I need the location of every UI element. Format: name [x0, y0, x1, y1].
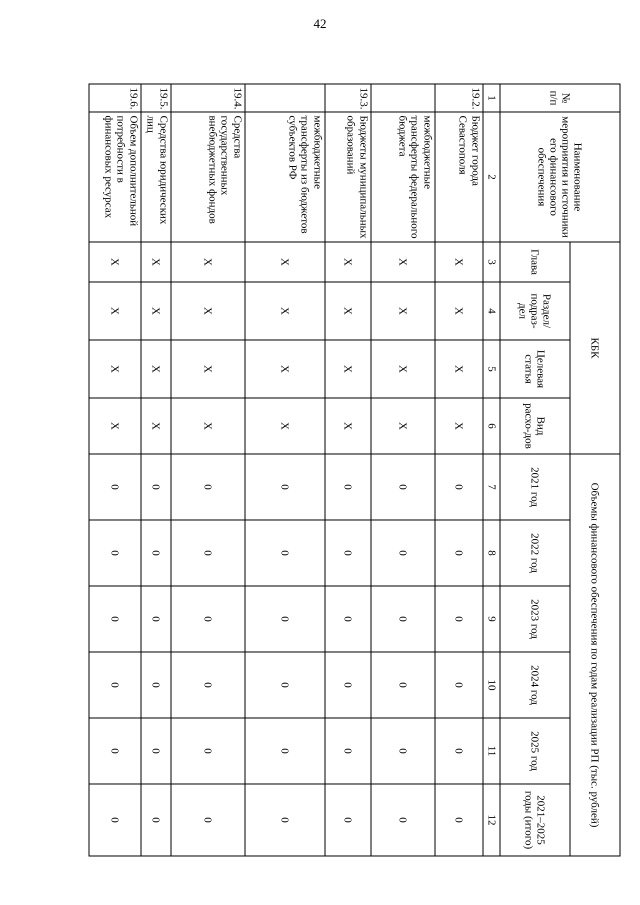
kbk-cell: Х [245, 242, 325, 282]
value-cell: 0 [245, 784, 325, 856]
kbk-cell: Х [171, 242, 245, 282]
value-cell: 0 [325, 586, 371, 652]
column-number: 11 [483, 718, 500, 784]
value-cell: 0 [89, 784, 141, 856]
row-name: Объем дополнительной потребности в финансовых ресурсах [89, 112, 141, 242]
value-cell: 0 [435, 784, 483, 856]
value-cell: 0 [141, 652, 171, 718]
value-cell: 0 [325, 652, 371, 718]
kbk-cell: Х [141, 340, 171, 398]
value-cell: 0 [89, 652, 141, 718]
table-row [171, 84, 245, 856]
value-cell: 0 [171, 784, 245, 856]
kbk-cell: Х [435, 340, 483, 398]
value-cell: 0 [245, 652, 325, 718]
row-index: 19.5. [141, 84, 171, 112]
header-kbk-glava: Глава [500, 242, 570, 282]
value-cell: 0 [141, 454, 171, 520]
value-cell: 0 [371, 718, 435, 784]
column-number: 1 [483, 84, 500, 112]
value-cell: 0 [371, 784, 435, 856]
row-index: 19.3. [325, 84, 371, 112]
header-volumes: Объемы финансового обеспечения по годам реализации РП (тыс. рублей) [570, 454, 620, 856]
column-numbers-row [483, 84, 500, 856]
kbk-cell: Х [435, 282, 483, 340]
value-cell: 0 [89, 718, 141, 784]
value-cell: 0 [245, 454, 325, 520]
header-kbk: КБК [570, 242, 620, 454]
column-number: 7 [483, 454, 500, 520]
value-cell: 0 [171, 718, 245, 784]
value-cell: 0 [325, 718, 371, 784]
kbk-cell: Х [89, 282, 141, 340]
value-cell: 0 [171, 520, 245, 586]
row-index: 19.4. [171, 84, 245, 112]
value-cell: 0 [245, 520, 325, 586]
header-kbk-razdel: Раздел/подраз-дел [500, 282, 570, 340]
table-body [89, 84, 483, 856]
header-year-2023: 2023 год [500, 586, 570, 652]
value-cell: 0 [141, 784, 171, 856]
table-row [371, 84, 435, 856]
value-cell: 0 [245, 586, 325, 652]
kbk-cell: Х [141, 398, 171, 454]
value-cell: 0 [141, 520, 171, 586]
kbk-cell: Х [141, 282, 171, 340]
header-year-2021: 2021 год [500, 454, 570, 520]
kbk-cell: Х [141, 242, 171, 282]
kbk-cell: Х [89, 398, 141, 454]
kbk-cell: Х [89, 340, 141, 398]
kbk-cell: Х [325, 340, 371, 398]
value-cell: 0 [171, 454, 245, 520]
table-row [325, 84, 371, 856]
kbk-cell: Х [435, 242, 483, 282]
column-number: 12 [483, 784, 500, 856]
header-year-2024: 2024 год [500, 652, 570, 718]
value-cell: 0 [89, 520, 141, 586]
value-cell: 0 [435, 652, 483, 718]
kbk-cell: Х [171, 282, 245, 340]
page-number: 42 [313, 16, 327, 31]
kbk-cell: Х [371, 398, 435, 454]
row-index: 19.6. [89, 84, 141, 112]
header-year-total: 2021–2025 годы (итого) [500, 784, 570, 856]
column-number: 8 [483, 520, 500, 586]
value-cell: 0 [371, 586, 435, 652]
header-kbk-statya: Целевая статья [500, 340, 570, 398]
value-cell: 0 [435, 520, 483, 586]
row-name: межбюджетные трансферты из бюджетов субъектов РФ [245, 112, 325, 242]
column-number: 2 [483, 112, 500, 242]
header-name: Наименование мероприятия и источники его финансового обеспечения [500, 112, 620, 242]
row-name: Средства государственных внебюджетных фондов [171, 112, 245, 242]
row-name: Бюджеты муниципальных образований [325, 112, 371, 242]
row-index [245, 84, 325, 112]
row-name: Бюджет города Севастополя [435, 112, 483, 242]
value-cell: 0 [435, 718, 483, 784]
kbk-cell: Х [245, 398, 325, 454]
value-cell: 0 [371, 652, 435, 718]
header-no: № п/п [500, 84, 620, 112]
value-cell: 0 [435, 454, 483, 520]
kbk-cell: Х [325, 282, 371, 340]
column-number: 6 [483, 398, 500, 454]
table-row [141, 84, 171, 856]
value-cell: 0 [325, 520, 371, 586]
kbk-cell: Х [171, 340, 245, 398]
row-index [371, 84, 435, 112]
column-number: 9 [483, 586, 500, 652]
value-cell: 0 [141, 586, 171, 652]
kbk-cell: Х [245, 282, 325, 340]
kbk-cell: Х [371, 340, 435, 398]
value-cell: 0 [141, 718, 171, 784]
table-frame [102, 68, 604, 850]
column-number: 5 [483, 340, 500, 398]
kbk-cell: Х [435, 398, 483, 454]
kbk-cell: Х [325, 242, 371, 282]
kbk-cell: Х [371, 242, 435, 282]
kbk-cell: Х [171, 398, 245, 454]
kbk-cell: Х [325, 398, 371, 454]
value-cell: 0 [371, 454, 435, 520]
value-cell: 0 [325, 784, 371, 856]
value-cell: 0 [171, 586, 245, 652]
column-number: 4 [483, 282, 500, 340]
kbk-cell: Х [245, 340, 325, 398]
row-index: 19.2. [435, 84, 483, 112]
value-cell: 0 [89, 586, 141, 652]
column-number: 10 [483, 652, 500, 718]
value-cell: 0 [325, 454, 371, 520]
value-cell: 0 [89, 454, 141, 520]
value-cell: 0 [245, 718, 325, 784]
value-cell: 0 [371, 520, 435, 586]
value-cell: 0 [171, 652, 245, 718]
header-year-2022: 2022 год [500, 520, 570, 586]
table-row [245, 84, 325, 856]
header-year-2025: 2025 год [500, 718, 570, 784]
table-row [89, 84, 141, 856]
value-cell: 0 [435, 586, 483, 652]
row-name: Средства юридических лиц [141, 112, 171, 242]
table-row [435, 84, 483, 856]
kbk-cell: Х [371, 282, 435, 340]
row-name: межбюджетные трансферты федерального бюджета [371, 112, 435, 242]
kbk-cell: Х [89, 242, 141, 282]
column-number: 3 [483, 242, 500, 282]
header-kbk-vid: Вид расхо-дов [500, 398, 570, 454]
financing-table [89, 83, 621, 856]
